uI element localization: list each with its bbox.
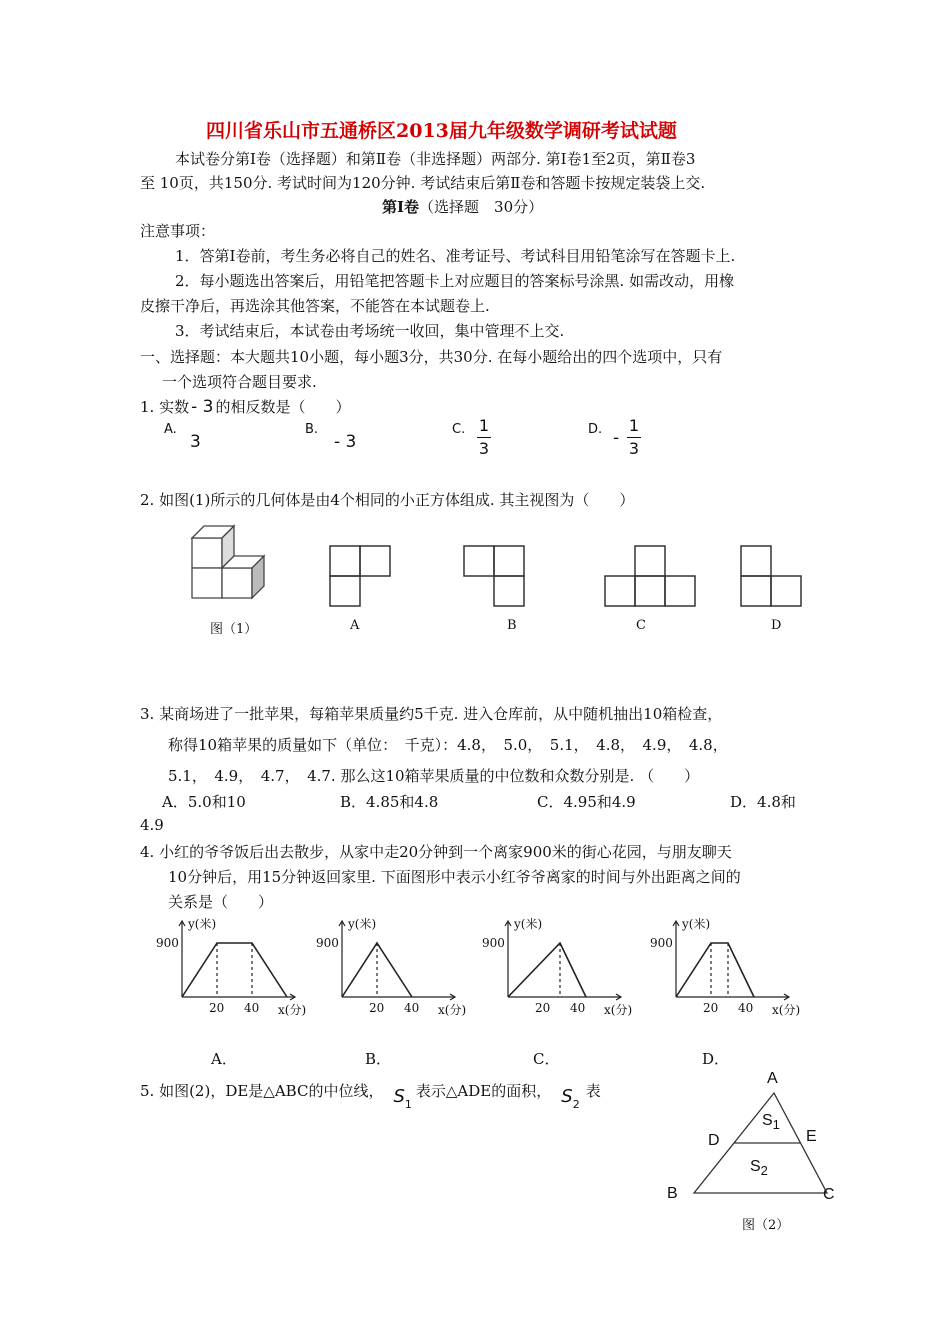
fig2-label-d: D xyxy=(708,1132,720,1149)
q4-label-c: C． xyxy=(533,1050,560,1068)
fig2-label-a: A xyxy=(767,1070,778,1087)
note-2b: 皮擦干净后，再选涂其他答案，不能答在本试题卷上. xyxy=(140,297,490,315)
q2-stem: 2. 如图(1)所示的几何体是由4个相同的小正方体组成. 其主视图为（ ） xyxy=(140,491,635,509)
q2-label-a: A xyxy=(350,618,360,633)
q4-label-a: A． xyxy=(211,1050,237,1068)
q4-label-d: D． xyxy=(702,1050,730,1068)
note-3: 3．考试结束后，本试卷由考场统一收回，集中管理不上交. xyxy=(175,322,565,340)
q4-c-x-tick-1: 20 xyxy=(535,1001,551,1015)
q4-b-x-label: x(分) xyxy=(438,1003,467,1017)
q4-line-2: 10分钟后，用15分钟返回家里. 下面图形中表示小红爷爷离家的时间与外出距离之间的 xyxy=(168,868,741,886)
q4-d-x-tick-1: 20 xyxy=(703,1001,719,1015)
q1-option-b-value: - 3 xyxy=(334,432,357,452)
q2-option-b-view xyxy=(462,544,524,608)
q4-a-y-label: y(米) xyxy=(188,917,217,931)
fig2-s1-sub: 1 xyxy=(772,1117,780,1133)
note-1: 1．答第Ⅰ卷前，考生务必将自己的姓名、准考证号、考试科目用铅笔涂写在答题卡上. xyxy=(175,247,736,265)
q3-option-a: A．5.0和10 xyxy=(162,793,246,811)
q1-option-b-label: B. xyxy=(305,422,319,437)
q2-label-c: C xyxy=(636,618,646,633)
page-title: 四川省乐山市五通桥区2013届九年级数学调研考试试题 xyxy=(206,120,677,142)
q2-label-b: B xyxy=(507,618,517,633)
q4-a-x-tick-1: 20 xyxy=(209,1001,225,1015)
q2-option-a-view xyxy=(328,544,390,608)
q1-prefix: 1. 实数 xyxy=(140,398,190,416)
q3-line-1: 3. 某商场进了一批苹果，每箱苹果质量约5千克. 进入仓库前，从中随机抽出10箱检查， xyxy=(140,705,723,723)
q4-a-y-tick: 900 xyxy=(156,936,179,950)
q1-neg-three: - 3 xyxy=(191,397,214,417)
q1-c-numerator: 1 xyxy=(478,416,490,435)
q2-label-d: D xyxy=(771,618,782,633)
fig2-s1: S xyxy=(762,1112,773,1129)
q4-b-y-tick: 900 xyxy=(316,936,339,950)
q1-option-d-sign: - xyxy=(613,428,620,448)
section-heading-rest: （选择题 30分） xyxy=(419,198,544,216)
q4-b-y-label: y(米) xyxy=(348,917,377,931)
q1-d-denominator: 3 xyxy=(628,439,640,458)
q3-option-b: B．4.85和4.8 xyxy=(340,793,439,811)
notes-heading: 注意事项： xyxy=(140,222,216,240)
section-heading xyxy=(382,196,543,217)
q4-c-y-label: y(米) xyxy=(514,917,543,931)
q1-option-a-value: 3 xyxy=(190,432,201,452)
fig2-label-b: B xyxy=(667,1185,678,1202)
q2-option-c-view xyxy=(603,544,697,608)
q4-d-x-label: x(分) xyxy=(772,1003,801,1017)
q4-graph-a xyxy=(156,915,310,1020)
q1-d-numerator: 1 xyxy=(628,416,640,435)
q5-text-2: 表示△ADE的面积， xyxy=(415,1082,552,1100)
fig2-label-e: E xyxy=(806,1128,817,1145)
q1-option-a-label: A. xyxy=(164,422,177,437)
q4-a-x-tick-2: 40 xyxy=(244,1001,260,1015)
q4-graph-d xyxy=(650,915,804,1020)
q1-suffix: 的相反数是（ ） xyxy=(215,398,351,416)
q5-s2: S xyxy=(561,1086,573,1107)
q5-s1-sub: 1 xyxy=(404,1098,412,1111)
fig2-label-c: C xyxy=(823,1186,835,1203)
q2-option-d-view xyxy=(739,544,803,608)
q1-option-c-fraction xyxy=(477,416,491,459)
fig2-caption: 图（2） xyxy=(742,1218,790,1233)
q4-d-y-tick: 900 xyxy=(650,936,673,950)
fig2-label-s2 xyxy=(750,1158,768,1178)
q4-b-x-tick-2: 40 xyxy=(404,1001,420,1015)
q4-b-x-tick-1: 20 xyxy=(369,1001,385,1015)
q5-s1: S xyxy=(393,1086,405,1107)
section-heading-bold: 第Ⅰ卷 xyxy=(382,198,420,216)
part1-line-2: 一个选项符合题目要求. xyxy=(162,373,317,391)
q4-graph-b xyxy=(316,915,470,1020)
q1-stem xyxy=(140,396,350,417)
q2-figure-label: 图（1） xyxy=(210,622,258,637)
q4-c-x-label: x(分) xyxy=(604,1003,633,1017)
q4-label-b: B． xyxy=(365,1050,392,1068)
q1-option-c-label: C. xyxy=(452,422,466,437)
intro-line-2: 至 10页，共150分. 考试时间为120分钟. 考试结束后第Ⅱ卷和答题卡按规定装袋上交. xyxy=(140,174,706,192)
q1-c-denominator: 3 xyxy=(478,439,490,458)
q4-line-1: 4. 小红的爷爷饭后出去散步，从家中走20分钟到一个离家900米的街心花园，与朋友聊天 xyxy=(140,843,732,861)
q3-option-c: C．4.95和4.9 xyxy=(537,793,636,811)
intro-line-1: 本试卷分第Ⅰ卷（选择题）和第Ⅱ卷（非选择题）两部分. 第Ⅰ卷1至2页，第Ⅱ卷3 xyxy=(175,150,696,168)
q4-d-y-label: y(米) xyxy=(682,917,711,931)
q4-a-x-label: x(分) xyxy=(278,1003,307,1017)
fig2-s2-sub: 2 xyxy=(760,1163,768,1179)
q3-line-2: 称得10箱苹果的质量如下（单位： 千克）：4.8， 5.0， 5.1， 4.8， 4.9， 4.8， xyxy=(168,736,728,754)
q3-line-3: 5.1， 4.9， 4.7， 4.7. 那么这10箱苹果质量的中位数和众数分别是. （ ） xyxy=(168,767,700,785)
q4-d-x-tick-2: 40 xyxy=(738,1001,754,1015)
note-2a: 2．每小题选出答案后，用铅笔把答题卡上对应题目的答案标号涂黑. 如需改动，用橡 xyxy=(175,272,735,290)
q5-text-1: 5. 如图(2)，DE是△ABC的中位线， xyxy=(140,1082,384,1100)
q1-option-d-fraction xyxy=(627,416,641,459)
q4-c-y-tick: 900 xyxy=(482,936,505,950)
fig2-s2: S xyxy=(750,1158,761,1175)
q5-text-3: 表 xyxy=(585,1082,601,1100)
q1-option-d-label: D. xyxy=(588,422,603,437)
q4-graph-c xyxy=(482,915,636,1020)
q5-s2-sub: 2 xyxy=(572,1098,580,1111)
q3-option-d: D．4.8和 xyxy=(730,793,796,811)
q4-line-3: 关系是（ ） xyxy=(168,893,274,911)
q4-c-x-tick-2: 40 xyxy=(570,1001,586,1015)
q3-option-d-cont: 4.9 xyxy=(140,816,164,834)
part1-line-1: 一、选择题：本大题共10小题，每小题3分，共30分. 在每小题给出的四个选项中，只有 xyxy=(140,348,723,366)
q5-stem xyxy=(140,1080,601,1111)
fig2-label-s1 xyxy=(762,1112,780,1132)
